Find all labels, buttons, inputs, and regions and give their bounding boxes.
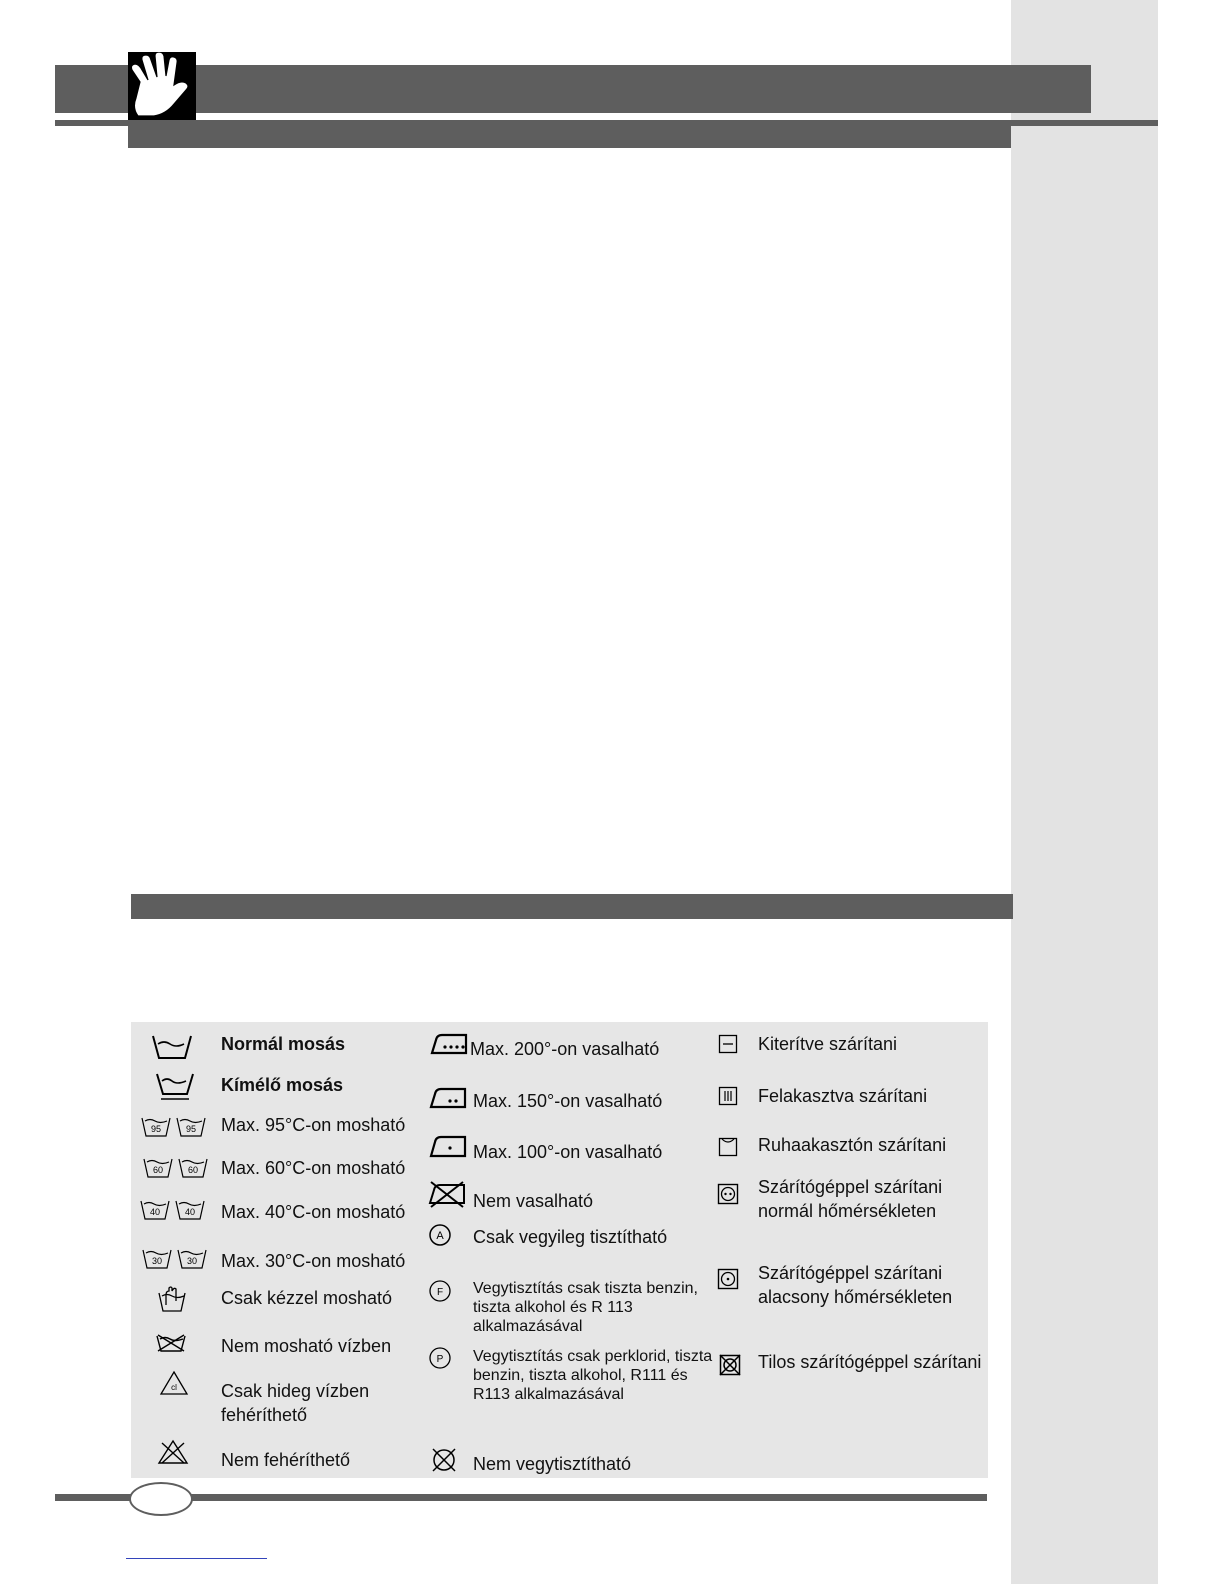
gentle-wash-tub-icon bbox=[155, 1072, 195, 1102]
svg-text:95: 95 bbox=[150, 1124, 162, 1134]
normal-wash-tub-icon bbox=[151, 1034, 193, 1060]
bottom-rule bbox=[126, 1558, 267, 1559]
svg-text:60: 60 bbox=[187, 1165, 199, 1175]
symbol-label: Max. 200°-on vasalható bbox=[470, 1039, 660, 1059]
drip-dry-icon bbox=[718, 1086, 738, 1106]
care-symbols-panel bbox=[131, 1022, 988, 1478]
right-margin-strip bbox=[1011, 0, 1158, 1584]
svg-text:40: 40 bbox=[149, 1207, 161, 1217]
svg-text:A: A bbox=[436, 1230, 444, 1242]
symbol-label: Nem vegytisztítható bbox=[473, 1454, 632, 1474]
tumble-dry-low-icon bbox=[717, 1268, 739, 1290]
symbol-label: Max. 30°C-on mosható bbox=[221, 1251, 406, 1271]
symbol-label: Nem fehéríthető bbox=[221, 1450, 351, 1470]
symbol-label: Felakasztva szárítani bbox=[758, 1086, 928, 1106]
svg-text:30: 30 bbox=[186, 1256, 198, 1266]
symbol-label: Nem vasalható bbox=[473, 1191, 594, 1211]
footer-rule bbox=[55, 1494, 987, 1501]
hand-wash-icon bbox=[157, 1285, 187, 1313]
symbol-label: Tilos szárítógéppel szárítani bbox=[758, 1352, 982, 1372]
symbol-label: Vegytisztítás csak tiszta benzin, tiszta alkohol és R 113 alkalmazásával bbox=[473, 1280, 698, 1335]
no-iron-icon bbox=[427, 1180, 467, 1208]
symbol-label: Vegytisztítás csak perklorid, tiszta benzin, tiszta alkohol, R111 és R113 alkalmazásával bbox=[473, 1348, 713, 1403]
svg-text:30: 30 bbox=[151, 1256, 163, 1266]
dryclean-f-icon bbox=[428, 1279, 452, 1303]
symbol-label: Ruhaakasztón szárítani bbox=[758, 1135, 947, 1155]
page-number-oval bbox=[129, 1482, 193, 1516]
svg-text:40: 40 bbox=[184, 1207, 196, 1217]
symbol-label: Normál mosás bbox=[221, 1034, 346, 1054]
header-bar bbox=[55, 65, 1091, 113]
svg-text:F: F bbox=[436, 1287, 444, 1298]
symbol-label: Csak kézzel mosható bbox=[221, 1288, 393, 1308]
dry-flat-icon bbox=[718, 1034, 738, 1054]
symbol-label: Kímélő mosás bbox=[221, 1075, 344, 1095]
dryclean-p-icon bbox=[428, 1346, 452, 1370]
symbol-label: Szárítógéppel szárítani normál hőmérsékleten bbox=[758, 1177, 943, 1221]
symbol-label: Max. 60°C-on mosható bbox=[221, 1158, 406, 1178]
symbol-label: Max. 40°C-on mosható bbox=[221, 1202, 406, 1222]
iron-150-icon bbox=[428, 1086, 468, 1110]
wash-30-icon bbox=[142, 1248, 208, 1270]
iron-200-icon bbox=[429, 1032, 469, 1056]
svg-text:60: 60 bbox=[152, 1165, 164, 1175]
svg-text:P: P bbox=[436, 1354, 444, 1365]
no-wash-icon bbox=[155, 1333, 187, 1353]
symbol-label: Kiterítve szárítani bbox=[758, 1034, 898, 1054]
symbol-label: Max. 100°-on vasalható bbox=[473, 1142, 663, 1162]
wash-40-icon bbox=[140, 1199, 206, 1221]
symbol-label: Csak vegyileg tisztítható bbox=[473, 1227, 668, 1247]
svg-text:cl: cl bbox=[171, 1383, 177, 1392]
hand-icon bbox=[128, 52, 196, 120]
header-subbar bbox=[128, 126, 1011, 148]
wash-95-icon bbox=[141, 1116, 207, 1138]
hanger-dry-icon bbox=[718, 1135, 738, 1157]
wash-60-icon bbox=[143, 1157, 209, 1179]
symbol-label: Szárítógéppel szárítani alacsony hőmérsékleten bbox=[758, 1263, 953, 1307]
symbol-label: Max. 95°C-on mosható bbox=[221, 1115, 406, 1135]
bleach-cl-icon bbox=[159, 1370, 189, 1396]
tumble-dry-normal-icon bbox=[717, 1183, 739, 1205]
no-tumble-dry-icon bbox=[718, 1353, 742, 1377]
symbol-label: Nem mosható vízben bbox=[221, 1336, 392, 1356]
symbol-label: Max. 150°-on vasalható bbox=[473, 1091, 663, 1111]
no-dryclean-icon bbox=[430, 1446, 458, 1474]
no-bleach-icon bbox=[156, 1439, 190, 1465]
iron-100-icon bbox=[428, 1134, 468, 1160]
svg-text:95: 95 bbox=[185, 1124, 197, 1134]
dryclean-a-icon bbox=[428, 1223, 452, 1247]
section-bar bbox=[131, 894, 1013, 919]
symbol-label: Csak hideg vízben fehéríthető bbox=[221, 1381, 370, 1425]
